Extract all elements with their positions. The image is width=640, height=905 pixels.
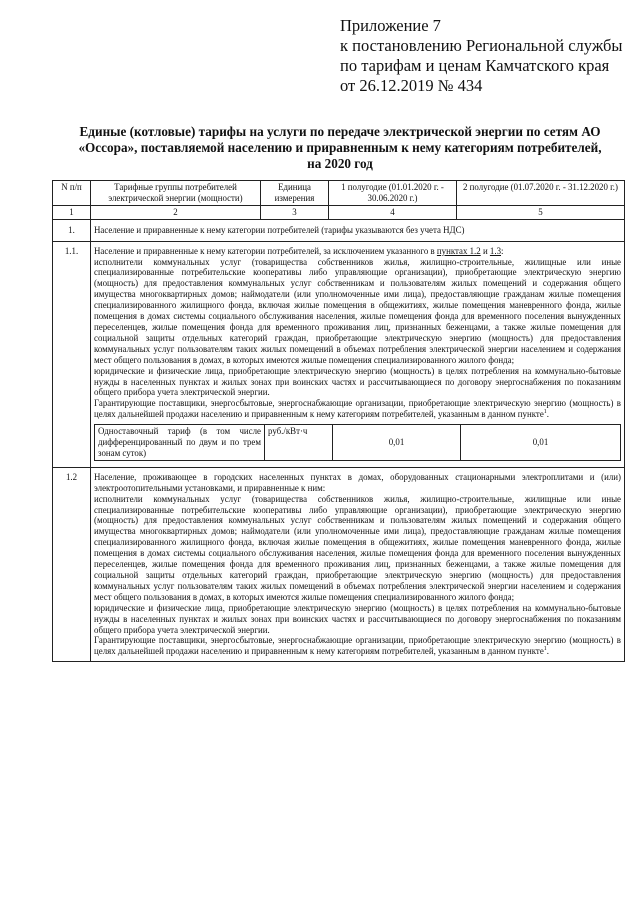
heading-line-1: Единые (котловые) тарифы на услуги по передаче электрической энергии по сетям АО	[79, 124, 601, 139]
row-paragraph: юридические и физические лица, приобретающие электрическую энергию (мощность) в целях потребления на коммунально-бытовые нужды в населенных пунктах и жилых зонах при воинских частях и рассчитывающиеся по договору энергоснабжения по показаниям общего прибора учета электрической энергии.	[94, 602, 621, 635]
header-half2: 2 полугодие (01.07.2020 г. - 31.12.2020 г.)	[457, 181, 625, 206]
header-num: N п/п	[53, 181, 91, 206]
paragraph-text: .	[546, 409, 549, 420]
row-number: 1.	[53, 219, 91, 241]
row-paragraph	[94, 635, 621, 657]
paragraph-text: и	[480, 245, 490, 256]
colnum-2: 2	[91, 205, 261, 219]
table-row	[53, 219, 625, 241]
tariff-subtable	[94, 424, 621, 461]
colnum-5: 5	[457, 205, 625, 219]
header-groups: Тарифные группы потребителей электрической энергии (мощности)	[91, 181, 261, 206]
appendix-reference	[340, 16, 630, 96]
paragraph-text: :	[501, 245, 504, 256]
reference-link-1-3[interactable]: 1.3	[489, 245, 501, 256]
row-description: Население и приравненные к нему категории потребителей (тарифы указываются без учета НДС)	[91, 219, 625, 241]
colnum-4: 4	[329, 205, 457, 219]
colnum-3: 3	[261, 205, 329, 219]
document-heading	[60, 124, 620, 172]
tariff-table	[52, 180, 625, 662]
row-paragraph: исполнители коммунальных услуг (товарищества собственников жилья, жилищно-строительные, жилищные или иные специализированные потребительские кооперативы либо управляющие организации), приобретающие электрическую энергию (мощность) для предоставления коммунальных услуг собственникам и пользователям жилых помещений и содержания общего имущества многоквартирных домов; наймодатели (или уполномоченные ими лица), предоставляющие гражданам жилые помещения специализированного жилищного фонда, включая жилые помещения в общежитиях, жилые помещения маневренного фонда, жилые помещения в домах системы социального обслуживания населения, жилые помещения фонда для временного поселения вынужденных переселенцев, жилые помещения фонда для временного проживания лиц, признанных беженцами, а также жилые помещения для социальной защиты отдельных категорий граждан, приобретающие электрическую энергию (мощность) для предоставления коммунальных услуг пользователям таких жилых помещений в объемах потребления электрической энергии населением и содержания мест общего пользования в домах, в которых имеются жилые помещения специализированного жилого фонда;	[94, 493, 621, 602]
tariff-value-half1: 0,01	[333, 425, 461, 461]
row-description	[91, 467, 625, 661]
appendix-title: Приложение 7	[340, 16, 441, 35]
row-description	[91, 241, 625, 467]
colnum-1: 1	[53, 205, 91, 219]
appendix-authority-line: по тарифам и ценам Камчатского края	[340, 56, 610, 75]
tariff-value-half2: 0,01	[461, 425, 621, 461]
header-half1: 1 полугодие (01.01.2020 г. - 30.06.2020 г.)	[329, 181, 457, 206]
table-row	[53, 241, 625, 467]
footnote-mark: 1	[543, 409, 547, 416]
row-number: 1.2	[53, 467, 91, 661]
paragraph-text: Гарантирующие поставщики, энергосбытовые, энергоснабжающие организации, приобретающие электрическую энергию (мощность) в целях дальнейшей продажи населению и приравненным к нему категориям потребителей, указанным в данном пункте	[94, 398, 621, 420]
appendix-date-line: от 26.12.2019 № 434	[340, 76, 483, 95]
appendix-decree-line: к постановлению Региональной службы	[340, 36, 623, 55]
row-paragraph	[94, 246, 621, 257]
paragraph-text: Гарантирующие поставщики, энергосбытовые, энергоснабжающие организации, приобретающие электрическую энергию (мощность) в целях дальнейшей продажи населению и приравненным к нему категориям потребителей, указанным в данном пункте	[94, 635, 621, 657]
row-number: 1.1.	[53, 241, 91, 467]
row-paragraph	[94, 398, 621, 420]
tariff-label: Одноставочный тариф (в том числе дифференцированный по двум и по трем зонам суток)	[95, 425, 265, 461]
header-unit: Единица измерения	[261, 181, 329, 206]
row-paragraph: Население, проживающее в городских населенных пунктах в домах, оборудованных стационарными электроплитами и (или) электроотопительными установками, и приравненные к ним:	[94, 471, 621, 493]
paragraph-text: .	[546, 646, 549, 657]
table-header-row	[53, 181, 625, 206]
table-row	[53, 467, 625, 661]
footnote-mark: 1	[543, 646, 547, 653]
row-paragraph: юридические и физические лица, приобретающие электрическую энергию (мощность) в целях потребления на коммунально-бытовые нужды в населенных пунктах и жилых зонах при воинских частях и рассчитывающиеся по договору энергоснабжения по показаниям общего прибора учета электрической энергии.	[94, 365, 621, 398]
heading-line-2: «Оссора», поставляемой населению и приравненным к нему категориям потребителей,	[78, 140, 602, 155]
column-number-row	[53, 205, 625, 219]
reference-link-1-2[interactable]: пунктах 1.2	[436, 245, 481, 256]
row-paragraph: исполнители коммунальных услуг (товарищества собственников жилья, жилищно-строительные, жилищные или иные специализированные потребительские кооперативы либо управляющие организации), приобретающие электрическую энергию (мощность) для предоставления коммунальных услуг собственникам и пользователям жилых помещений и содержания общего имущества многоквартирных домов; наймодатели (или уполномоченные ими лица), предоставляющие гражданам жилые помещения специализированного жилищного фонда, включая жилые помещения в общежитиях, жилые помещения маневренного фонда, жилые помещения в домах системы социального обслуживания населения, жилые помещения фонда для временного поселения вынужденных переселенцев, жилые помещения фонда для временного проживания лиц, признанных беженцами, а также жилые помещения для социальной защиты отдельных категорий граждан, приобретающие электрическую энергию (мощность) для предоставления коммунальных услуг пользователям таких жилых помещений в объемах потребления электрической энергии населением и содержания мест общего пользования в домах, в которых имеются жилые помещения специализированного жилого фонда;	[94, 256, 621, 365]
heading-line-3: на 2020 год	[307, 156, 373, 171]
tariff-unit: руб./кВт·ч	[265, 425, 333, 461]
tariff-value-row	[95, 425, 621, 461]
paragraph-text: Население и приравненные к нему категории потребителей, за исключением указанного в	[94, 245, 437, 256]
